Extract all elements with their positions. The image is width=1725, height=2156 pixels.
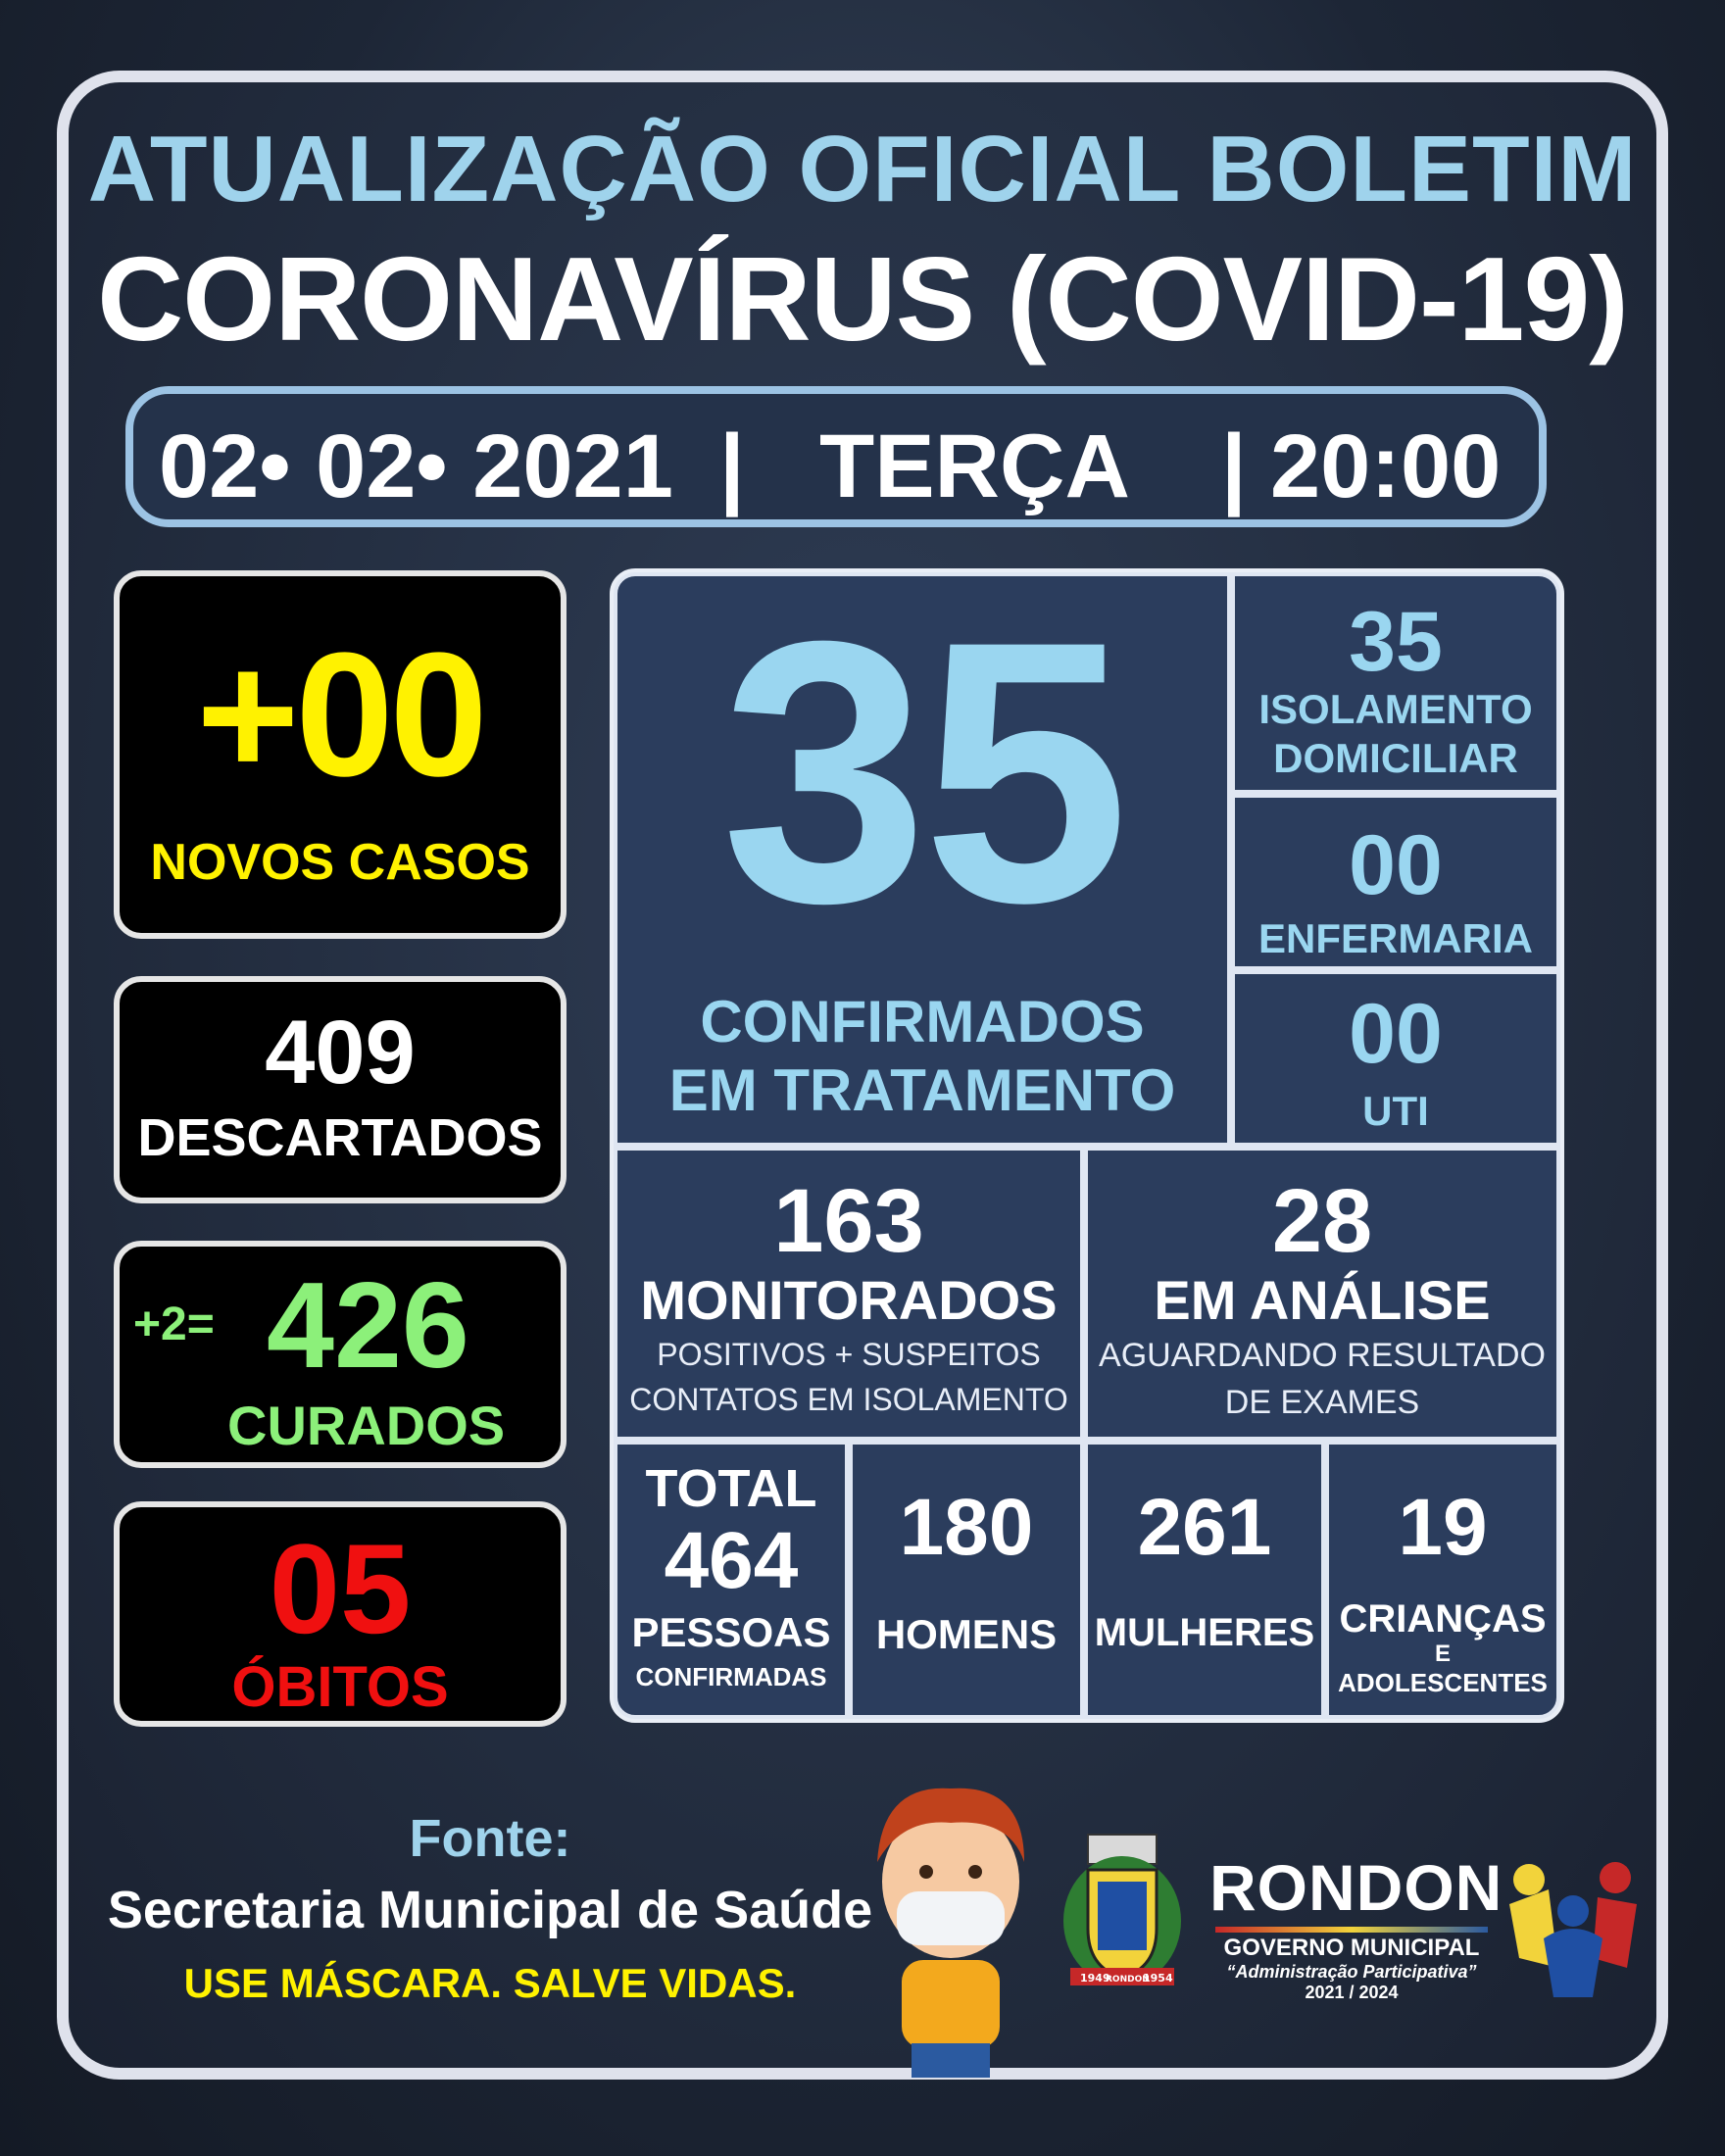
confirmed-label-2: EM TRATAMENTO bbox=[668, 1057, 1176, 1123]
person-red-head bbox=[1600, 1862, 1631, 1893]
discarded-value: 409 bbox=[265, 1003, 416, 1102]
total-confirmed-cell bbox=[614, 1441, 849, 1719]
recovered-value: 426 bbox=[267, 1258, 469, 1394]
child-shirt bbox=[902, 1960, 1000, 2048]
rondon-motto: “Administração Participativa” bbox=[1226, 1962, 1477, 1982]
men-label: HOMENS bbox=[875, 1611, 1058, 1657]
mask-slogan: USE MÁSCARA. SALVE VIDAS. bbox=[183, 1960, 797, 2006]
monitored-cell bbox=[614, 1147, 1084, 1441]
person-blue-head bbox=[1557, 1895, 1589, 1927]
monitored-sub-2: CONTATOS EM ISOLAMENTO bbox=[629, 1382, 1068, 1417]
rondon-term: 2021 / 2024 bbox=[1305, 1983, 1399, 2002]
icu-cell bbox=[1231, 970, 1560, 1147]
rondon-brand: RONDON bbox=[1209, 1851, 1503, 1924]
time-separator: | bbox=[1221, 416, 1247, 516]
deaths-label: ÓBITOS bbox=[231, 1655, 449, 1719]
icu-label: UTI bbox=[1362, 1088, 1429, 1134]
seal-shield-inner bbox=[1098, 1882, 1147, 1950]
home-isolation-label-1: ISOLAMENTO bbox=[1258, 686, 1533, 732]
home-isolation-value: 35 bbox=[1349, 595, 1443, 689]
new-cases-label: NOVOS CASOS bbox=[150, 834, 530, 891]
children-cell bbox=[1325, 1441, 1560, 1719]
recovered-card bbox=[114, 1241, 567, 1468]
children-label-3: ADOLESCENTES bbox=[1338, 1668, 1548, 1697]
total-confirmed-label: CONFIRMADAS bbox=[635, 1662, 827, 1691]
analysis-sub-1: AGUARDANDO RESULTADO bbox=[1099, 1337, 1546, 1374]
confirmed-label-1: CONFIRMADOS bbox=[700, 989, 1145, 1054]
weekday-text: TERÇA bbox=[819, 416, 1130, 516]
date-text: 02• 02• 2021 bbox=[159, 416, 673, 516]
analysis-value: 28 bbox=[1271, 1171, 1373, 1271]
women-cell bbox=[1084, 1441, 1325, 1719]
time-text: 20:00 bbox=[1270, 416, 1502, 516]
source-secretaria: Secretaria Municipal de Saúde bbox=[107, 1881, 873, 1939]
women-value: 261 bbox=[1137, 1483, 1272, 1572]
total-label: TOTAL bbox=[645, 1459, 817, 1518]
person-yellow-head bbox=[1513, 1864, 1545, 1895]
men-cell bbox=[849, 1441, 1084, 1719]
child-pants bbox=[912, 2043, 990, 2078]
child-eye-left bbox=[919, 1865, 933, 1879]
seal-name: RONDON bbox=[1106, 1975, 1150, 1984]
deaths-card bbox=[114, 1501, 567, 1727]
analysis-label: EM ANÁLISE bbox=[1154, 1269, 1491, 1331]
analysis-sub-2: DE EXAMES bbox=[1224, 1384, 1420, 1421]
monitored-value: 163 bbox=[773, 1171, 924, 1271]
participative-people-logo bbox=[1500, 1850, 1647, 2007]
men-value: 180 bbox=[899, 1483, 1034, 1572]
face-mask bbox=[897, 1891, 1005, 1945]
home-isolation-label-2: DOMICILIAR bbox=[1273, 735, 1518, 781]
source-heading: Fonte: bbox=[409, 1809, 571, 1868]
ward-label: ENFERMARIA bbox=[1258, 915, 1533, 961]
children-label-1: CRIANÇAS bbox=[1339, 1597, 1547, 1641]
icu-value: 00 bbox=[1349, 987, 1443, 1081]
rondon-gov: GOVERNO MUNICIPAL bbox=[1223, 1935, 1480, 1961]
confirmed-value: 35 bbox=[720, 564, 1124, 980]
date-bar bbox=[125, 386, 1547, 527]
total-people-label: PESSOAS bbox=[631, 1609, 831, 1655]
total-value: 464 bbox=[664, 1516, 799, 1605]
children-label-2: E bbox=[1434, 1641, 1451, 1667]
title-line-1: ATUALIZAÇÃO OFICIAL BOLETIM bbox=[87, 117, 1638, 221]
monitored-label: MONITORADOS bbox=[640, 1269, 1058, 1331]
rondon-stripe bbox=[1215, 1927, 1488, 1933]
child-eye-right bbox=[968, 1865, 982, 1879]
date-separator: | bbox=[719, 416, 745, 516]
person-blue-body bbox=[1544, 1929, 1602, 1997]
rondon-logo bbox=[1209, 1850, 1503, 2003]
ward-value: 00 bbox=[1349, 818, 1443, 912]
title-line-2: CORONAVÍRUS (COVID-19) bbox=[97, 232, 1628, 366]
masked-child-illustration bbox=[843, 1764, 1059, 2078]
home-isolation-cell bbox=[1231, 572, 1560, 794]
seal-year-left: 1949 bbox=[1080, 1972, 1110, 1984]
children-value: 19 bbox=[1398, 1483, 1488, 1572]
deaths-value: 05 bbox=[269, 1517, 412, 1660]
ward-cell bbox=[1231, 794, 1560, 970]
women-label: MULHERES bbox=[1094, 1611, 1315, 1654]
new-cases-value: +00 bbox=[196, 616, 484, 813]
discarded-label: DESCARTADOS bbox=[137, 1108, 543, 1167]
discarded-card bbox=[114, 976, 567, 1203]
seal-year-right: 1954 bbox=[1143, 1972, 1173, 1984]
confirmed-treatment-cell bbox=[614, 564, 1231, 1147]
rondon-coat-of-arms bbox=[1051, 1831, 1194, 1993]
new-cases-card bbox=[114, 570, 567, 939]
under-analysis-cell bbox=[1084, 1147, 1560, 1441]
recovered-label: CURADOS bbox=[227, 1395, 506, 1456]
recovered-increment: +2= bbox=[133, 1298, 215, 1350]
monitored-sub-1: POSITIVOS + SUSPEITOS bbox=[657, 1337, 1041, 1372]
